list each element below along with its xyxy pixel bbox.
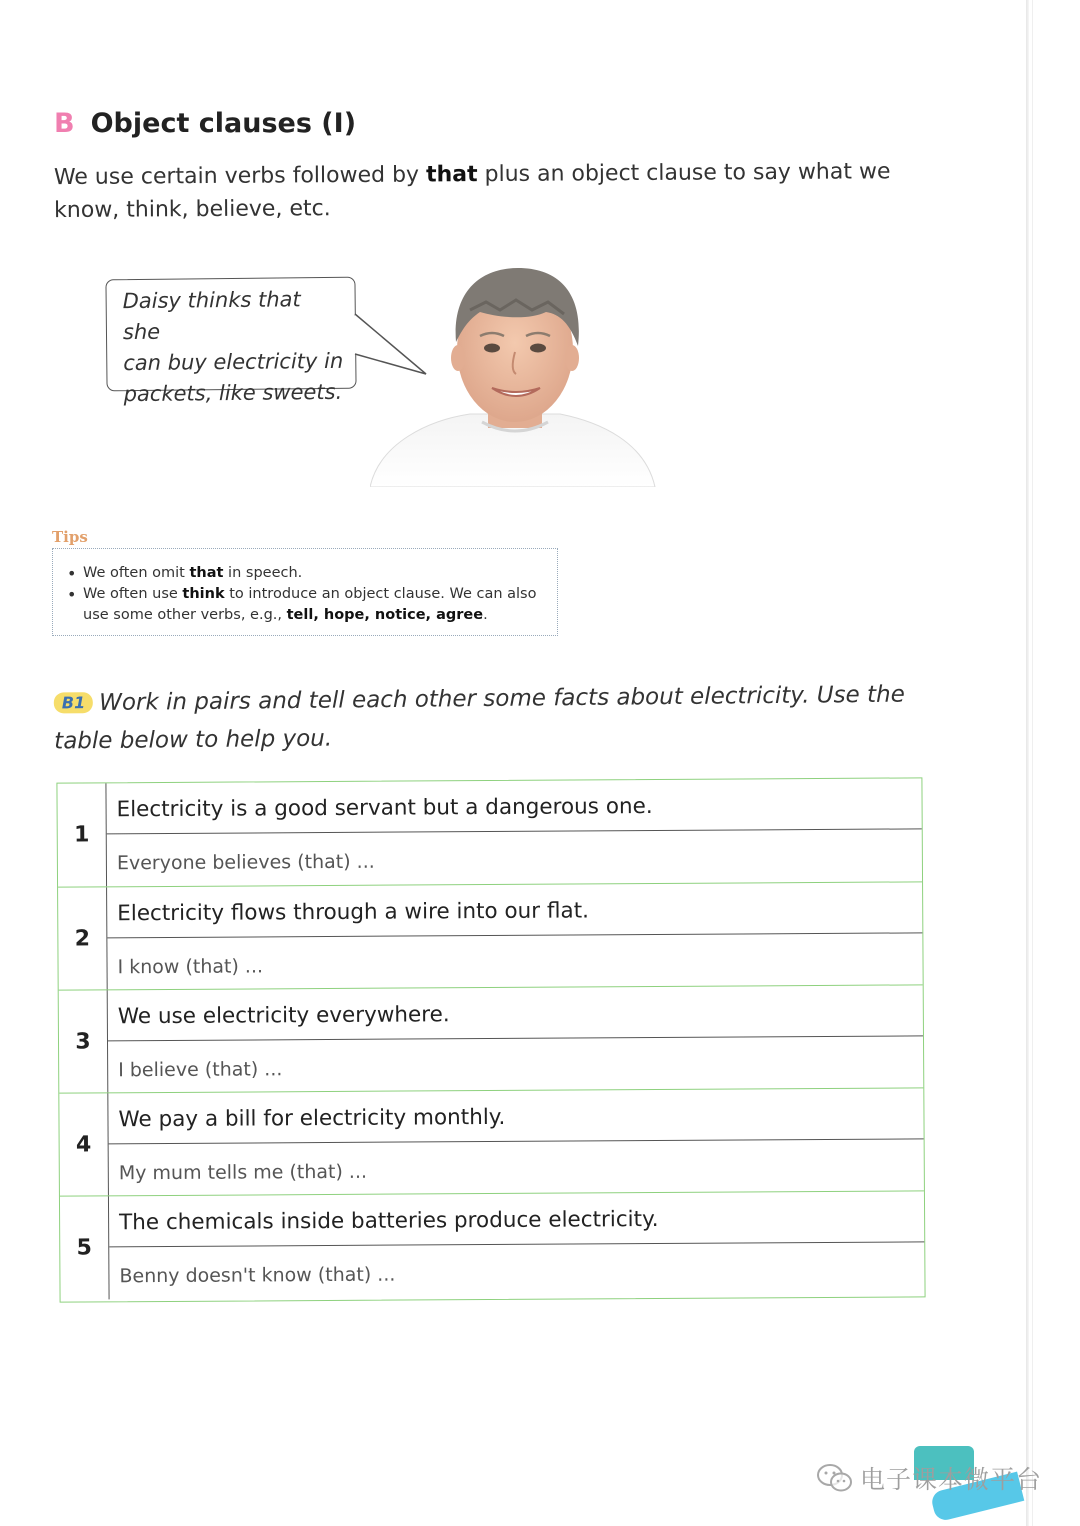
page-edge-line bbox=[1032, 0, 1033, 1526]
intro-text-1: We use certain verbs followed by bbox=[53, 162, 427, 191]
tip-2-bold: think bbox=[182, 586, 225, 602]
intro-text-2: plus an object clause to say what we know, think, believe, etc. bbox=[54, 159, 891, 224]
row-prompt: Everyone believes (that) ... bbox=[116, 850, 375, 875]
row-number: 3 bbox=[59, 990, 109, 1093]
speech-bubble bbox=[105, 277, 356, 407]
watermark bbox=[806, 1458, 1056, 1498]
page-edge bbox=[1026, 0, 1029, 1526]
task-badge: B1 bbox=[54, 692, 94, 713]
tips-label: Tips bbox=[52, 528, 88, 546]
wechat-icon bbox=[816, 1462, 854, 1494]
tip-2-end: . bbox=[483, 607, 488, 623]
tip-1-bold: that bbox=[189, 565, 224, 581]
tips-list bbox=[65, 563, 541, 626]
tip-2-text-b: to introduce an object clause. We can also use some other verbs, e.g., bbox=[83, 586, 537, 623]
tip-item bbox=[65, 584, 541, 626]
row-number: 1 bbox=[57, 783, 107, 886]
table-row bbox=[58, 881, 923, 990]
task-text: Work in pairs and tell each other some facts about electricity. Use the table below to help you. bbox=[54, 681, 905, 755]
row-number: 2 bbox=[58, 887, 108, 990]
table-row bbox=[59, 1087, 924, 1196]
intro-bold-that: that bbox=[425, 162, 478, 188]
speech-line-1: Daisy thinks that she bbox=[122, 287, 301, 345]
row-fact: Electricity is a good servant but a dangerous one. bbox=[106, 778, 921, 834]
intro-paragraph bbox=[54, 155, 934, 227]
tip-1-text-a: We often omit bbox=[83, 565, 190, 581]
speech-line-2: can buy electricity in bbox=[123, 348, 344, 376]
row-prompt: Benny doesn't know (that) ... bbox=[119, 1263, 396, 1288]
row-fact: Electricity flows through a wire into our flat. bbox=[107, 882, 922, 938]
table-row bbox=[59, 984, 924, 1093]
table-row bbox=[57, 778, 922, 886]
section-title: Object clauses (I) bbox=[90, 108, 357, 139]
task-instruction bbox=[54, 675, 915, 760]
row-fact: We use electricity everywhere. bbox=[108, 985, 923, 1041]
row-number: 4 bbox=[59, 1093, 109, 1196]
row-prompt: I know (that) ... bbox=[117, 955, 264, 979]
facts-table bbox=[56, 777, 925, 1302]
row-fact: We pay a bill for electricity monthly. bbox=[108, 1088, 923, 1144]
section-letter: B bbox=[54, 108, 75, 139]
tips-box bbox=[52, 548, 558, 636]
tip-item bbox=[65, 563, 541, 584]
tip-1-text-b: in speech. bbox=[223, 565, 303, 581]
row-fact: The chemicals inside batteries produce electricity. bbox=[109, 1191, 924, 1247]
boy-photo bbox=[370, 262, 660, 487]
watermark-text: 电子课本微平台 bbox=[860, 1465, 1043, 1494]
row-prompt: I believe (that) ... bbox=[118, 1058, 283, 1082]
tip-2-text-a: We often use bbox=[83, 586, 183, 602]
table-row bbox=[60, 1190, 925, 1299]
speech-line-3: packets, like sweets. bbox=[123, 379, 343, 407]
row-number: 5 bbox=[60, 1196, 110, 1299]
tip-2-verbs: tell, hope, notice, agree bbox=[286, 607, 484, 623]
row-prompt: My mum tells me (that) ... bbox=[118, 1160, 368, 1185]
section-heading bbox=[54, 108, 356, 139]
